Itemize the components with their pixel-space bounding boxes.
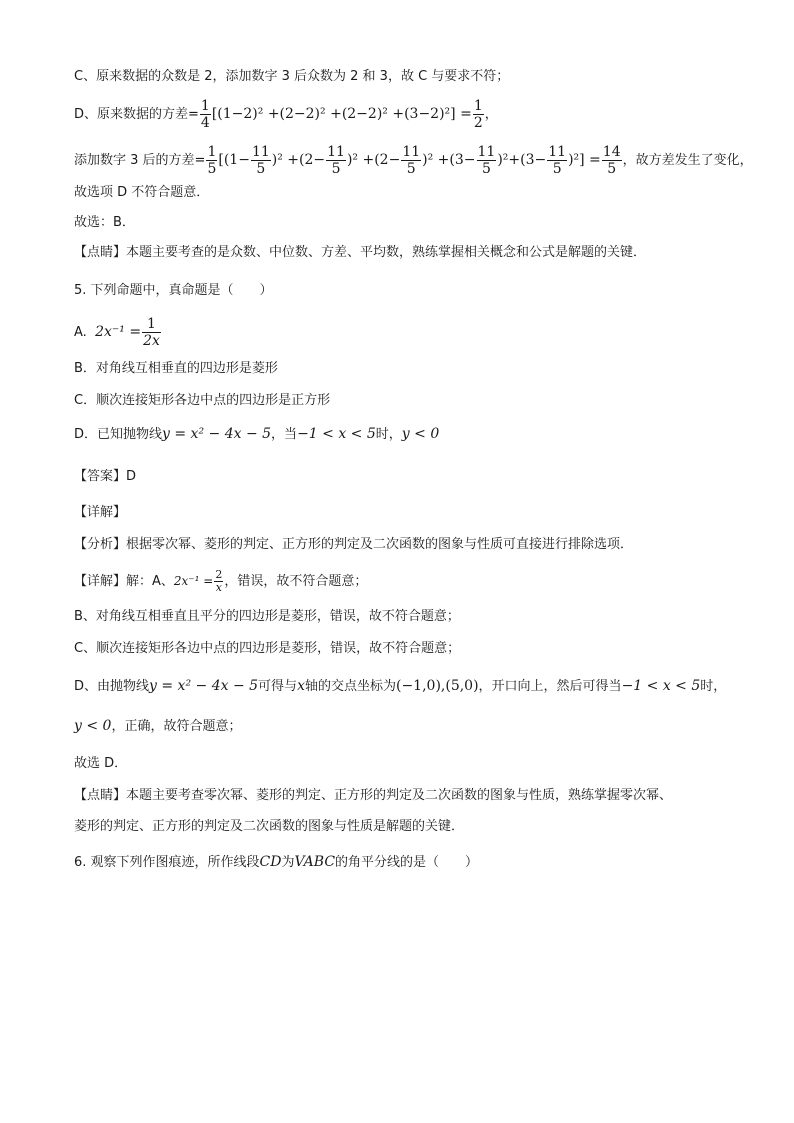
q5-option-a: A. 2x⁻¹ = $\frac{1}{2x}$ bbox=[74, 316, 160, 349]
analysis-line: 【分析】根据零次幂、菱形的判定、正方形的判定及二次函数的图象与性质可直接进行排除选项． bbox=[74, 537, 634, 552]
added-prefix: 添加数字 3 后的方差= bbox=[74, 153, 206, 168]
detail-heading: 【详解】 bbox=[74, 505, 127, 520]
segment-cd: CD bbox=[259, 854, 282, 870]
d-option-prefix: D、原来数据的方差= bbox=[74, 107, 199, 122]
fraction-one-over-2x: $\frac{1}{2x}$ bbox=[143, 316, 160, 349]
fraction-eleven-fifths: $\frac{11}{5}$ bbox=[477, 144, 496, 177]
fraction-two-over-x: $\frac{2}{x}$ bbox=[215, 568, 223, 594]
q5-option-b: B．对角线互相垂直的四边形是菱形 bbox=[74, 361, 278, 376]
parabola-expr: y = x² − 4x − 5 bbox=[162, 426, 272, 442]
detail-d-line-2: y < 0，正确，故符合题意； bbox=[74, 718, 242, 734]
range-expr: −1 < x < 5 bbox=[297, 426, 376, 442]
comment-line-1: 【点睛】本题主要考查的是众数、中位数、方差、平均数，熟练掌握相关概念和公式是解题的关键． bbox=[74, 245, 647, 260]
detail-d-line: D、由抛物线y = x² − 4x − 5可得与x轴的交点坐标为(−1,0),(5,0)，开口向上，然后可得当−1 < x < 5时， bbox=[74, 678, 727, 694]
triangle-abc: VABC bbox=[294, 854, 336, 870]
roots-expr: (−1,0),(5,0) bbox=[395, 678, 479, 694]
fraction-eleven-fifths: $\frac{11}{5}$ bbox=[327, 144, 345, 177]
added-suffix: ，故方差发生了变化， bbox=[622, 153, 753, 168]
fraction-eleven-fifths: $\frac{11}{5}$ bbox=[251, 144, 270, 177]
added-variance-line: 添加数字 3 后的方差= $\frac{1}{5}$ [(1− $\frac{11}{5}$ )² +(2− $\frac{11}{5}$ )² +(2− $\frac{11}{5}$ )² +(3− $\frac{11}{5}$ )²+(3− $\frac{11}{5}$ )²] = $\frac{14}{5}$ ，故方差发生了变化， bbox=[74, 144, 753, 177]
fraction-quarter: $\frac{1}{4}$ bbox=[200, 98, 210, 131]
option-a-lhs: 2x⁻¹ = bbox=[95, 324, 142, 340]
q5-option-d: D．已知抛物线y = x² − 4x − 5，当−1 < x < 5时，y < 0 bbox=[74, 426, 440, 442]
comment-line-2b: 菱形的判定、正方形的判定及二次函数的图象与性质是解题的关键． bbox=[74, 819, 465, 834]
detail-c-line: C、顺次连接矩形各边中点的四边形是菱形，错误，故不符合题意； bbox=[74, 641, 461, 656]
detail-b-line: B、对角线互相垂直且平分的四边形是菱形，错误，故不符合题意； bbox=[74, 609, 460, 624]
fraction-fifth: $\frac{1}{5}$ bbox=[207, 144, 217, 177]
answer-line: 【答案】D bbox=[74, 469, 137, 484]
q5-option-c: C．顺次连接矩形各边中点的四边形是正方形 bbox=[74, 393, 331, 408]
c-option-line: C、原来数据的众数是 2，添加数字 3 后众数为 2 和 3，故 C 与要求不符； bbox=[74, 69, 510, 84]
choose-d-line: 故选 D． bbox=[74, 756, 128, 771]
fraction-half: $\frac{1}{2}$ bbox=[473, 98, 483, 131]
y-negative-expr: y < 0 bbox=[401, 426, 440, 442]
comment-line-2a: 【点睛】本题主要考查零次幂、菱形的判定、正方形的判定及二次函数的图象与性质，熟练掌握零次幂、 bbox=[74, 788, 673, 803]
d-variance-expr: [(1−2)² +(2−2)² +(2−2)² +(3−2)²] = bbox=[211, 106, 472, 122]
d-conclusion-line: 故选项 D 不符合题意． bbox=[74, 185, 210, 200]
fraction-eleven-fifths: $\frac{11}{5}$ bbox=[548, 144, 567, 177]
question-5-title: 5. 下列命题中，真命题是（ ） bbox=[74, 283, 273, 298]
detail-a-line: 【详解】解：A、2x⁻¹ = $\frac{2}{x}$ ，错误，故不符合题意； bbox=[74, 568, 368, 594]
choose-b-line: 故选：B． bbox=[74, 215, 135, 230]
fraction-fourteen-fifths: $\frac{14}{5}$ bbox=[602, 144, 621, 177]
d-option-line: D、原来数据的方差= $\frac{1}{4}$ [(1−2)² +(2−2)² +(2−2)² +(3−2)²] = $\frac{1}{2}$ ， bbox=[74, 98, 498, 131]
question-6-title: 6. 观察下列作图痕迹，所作线段CD为VABC的角平分线的是（ ） bbox=[74, 854, 479, 870]
fraction-eleven-fifths: $\frac{11}{5}$ bbox=[402, 144, 421, 177]
